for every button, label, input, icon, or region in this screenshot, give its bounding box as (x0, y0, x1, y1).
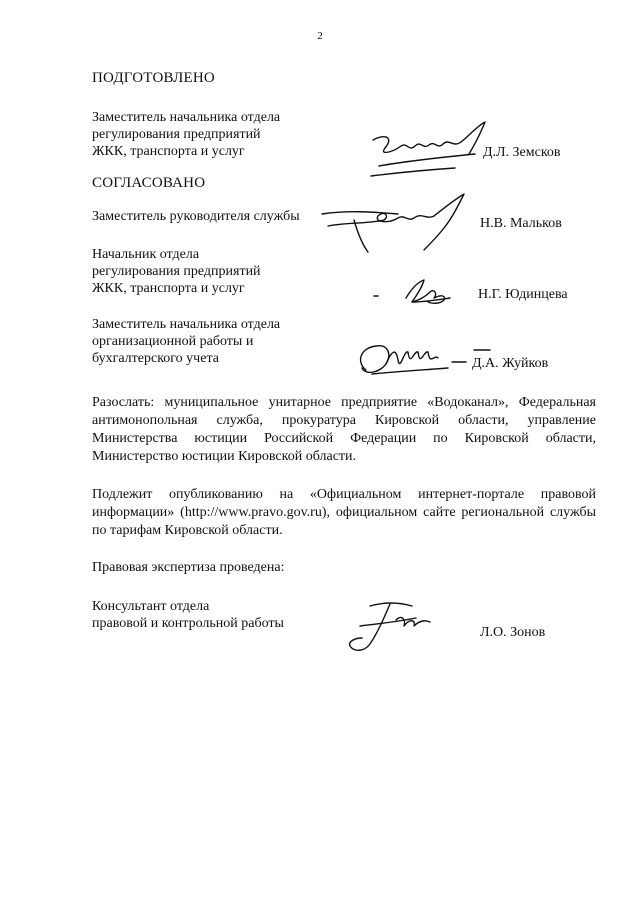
position-line: Консультант отдела (92, 599, 210, 614)
position-line: регулирования предприятий (92, 127, 261, 142)
position-line: ЖКК, транспорта и услуг (92, 281, 245, 296)
signature-malkov (318, 190, 478, 260)
signer-name-zhuikov: Д.А. Жуйков (472, 356, 549, 371)
signature-yudintseva (372, 274, 472, 310)
position-line: регулирования предприятий (92, 264, 261, 279)
position-line: Начальник отдела (92, 247, 200, 262)
page-number: 2 (317, 30, 323, 42)
position-line: организационной работы и (92, 334, 254, 349)
consultant-name: Л.О. Зонов (480, 625, 546, 640)
signer-name-malkov: Н.В. Мальков (480, 216, 562, 231)
position-line: Заместитель начальника отдела (92, 110, 281, 125)
signer-position-malkov (92, 208, 300, 225)
signer-position-zhuikov (92, 316, 280, 367)
signer-name-yudintseva: Н.Г. Юдинцева (478, 287, 568, 302)
legal-review-text: Правовая экспертиза проведена: (92, 560, 285, 575)
signature-zonov (340, 596, 440, 656)
position-line: Заместитель начальника отдела (92, 317, 281, 332)
signature-zhuikov (352, 340, 492, 384)
prepared-heading: ПОДГОТОВЛЕНО (92, 70, 215, 86)
prepared-name: Д.Л. Земсков (483, 145, 561, 160)
signer-position-yudintseva (92, 246, 261, 297)
position-line: Заместитель руководителя службы (92, 209, 300, 224)
publication-paragraph: Подлежит опубликованию на «Официальном интернет-портале правовой информации» (http://www.pravo.gov.ru), официальном сайте региональной службы по тарифам Кировской области. (92, 487, 596, 538)
signature-zemskov (365, 118, 495, 188)
position-line: ЖКК, транспорта и услуг (92, 144, 245, 159)
position-line: бухгалтерского учета (92, 351, 219, 366)
consultant-position (92, 598, 284, 632)
prepared-position (92, 109, 280, 160)
position-line: правовой и контрольной работы (92, 616, 284, 631)
distribution-paragraph: Разослать: муниципальное унитарное предприятие «Водоканал», Федеральная антимонопольная служба, прокуратура Кировской области, управление Министерства юстиции Российской Федерации по Кировской области, Министерство юстиции Кировской области. (92, 395, 596, 464)
agreed-heading: СОГЛАСОВАНО (92, 175, 206, 191)
